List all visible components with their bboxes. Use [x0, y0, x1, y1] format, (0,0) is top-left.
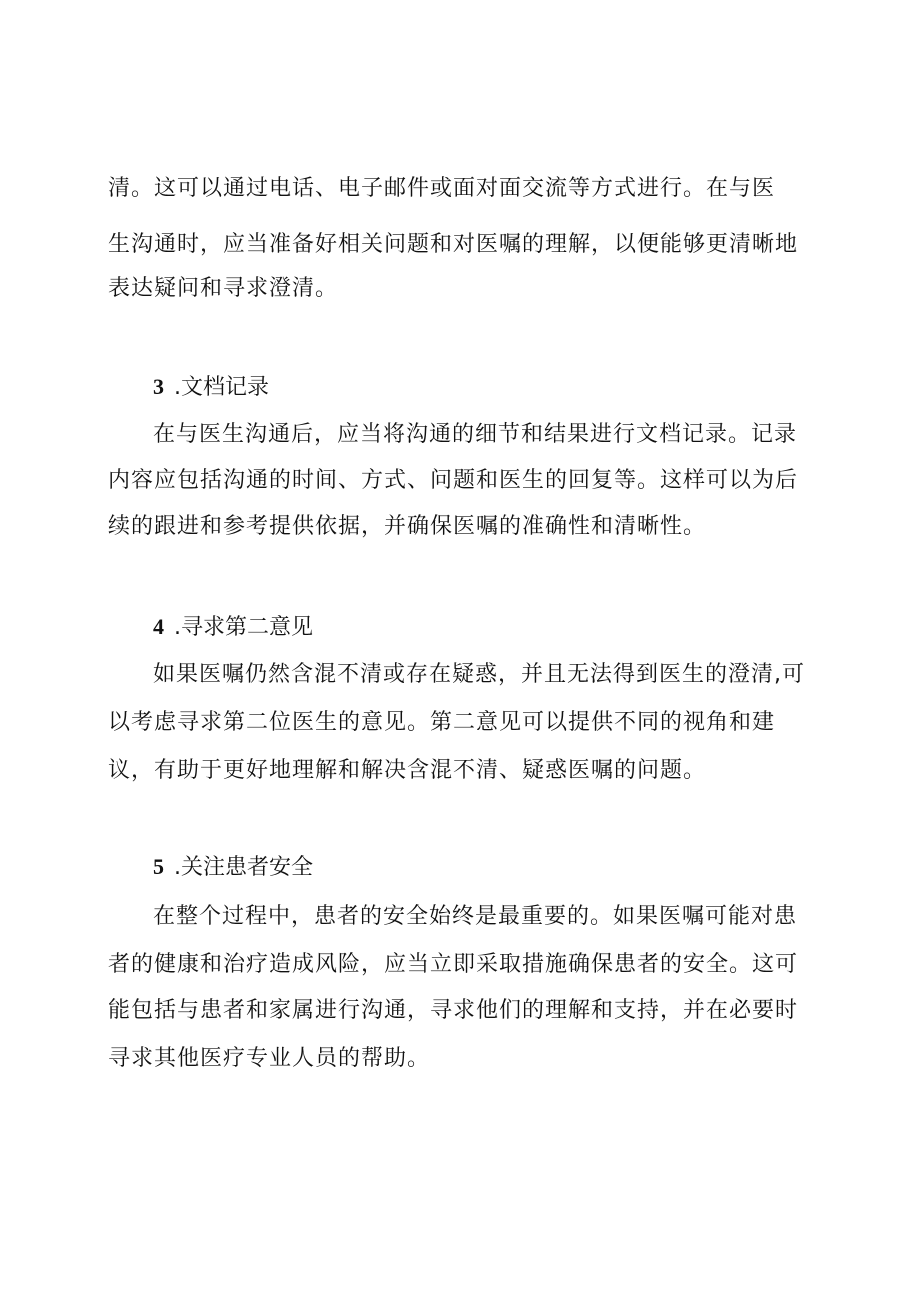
section-3-heading: [153, 372, 269, 403]
intro-line-2: 生沟通时，应当准备好相关问题和对医嘱的理解，以便能够更清晰地: [108, 232, 799, 257]
intro-line-1: 清。这可以通过电话、电子邮件或面对面交流等方式进行。在与医: [108, 176, 776, 201]
section-5-line-3: 能包括与患者和家属进行沟通，寻求他们的理解和支持，并在必要时: [108, 998, 799, 1023]
section-4-line-2: 以考虑寻求第二位医生的意见。第二意见可以提供不同的视角和建: [108, 710, 776, 735]
section-3-line-2: 内容应包括沟通的时间、方式、问题和医生的回复等。这样可以为后: [108, 468, 799, 493]
section-5-line-4: 寻求其他医疗专业人员的帮助。: [108, 1046, 431, 1071]
section-3-line-3: 续的跟进和参考提供依据，并确保医嘱的准确性和清晰性。: [108, 514, 707, 539]
section-4-heading: [153, 612, 313, 643]
section-5-line-2: 者的健康和治疗造成风险，应当立即采取措施确保患者的安全。这可: [108, 952, 799, 977]
section-3-number: 3: [153, 374, 164, 399]
section-3-title: .文档记录: [174, 375, 269, 400]
section-3-line-1: 在与医生沟通后，应当将沟通的细节和结果进行文档记录。记录: [153, 422, 798, 447]
section-4-number: 4: [153, 614, 164, 639]
section-5-heading: [153, 852, 313, 883]
section-5-title: .关注患者安全: [174, 855, 313, 880]
section-4-title: .寻求第二意见: [174, 615, 313, 640]
section-4-line-1: 如果医嘱仍然含混不清或存在疑惑，并且无法得到医生的澄清,可: [153, 662, 805, 687]
section-5-number: 5: [153, 854, 164, 879]
intro-line-3: 表达疑问和寻求澄清。: [108, 276, 339, 301]
section-4-line-3: 议，有助于更好地理解和解决含混不清、疑惑医嘱的问题。: [108, 758, 707, 783]
section-5-line-1: 在整个过程中，患者的安全始终是最重要的。如果医嘱可能对患: [153, 904, 798, 929]
